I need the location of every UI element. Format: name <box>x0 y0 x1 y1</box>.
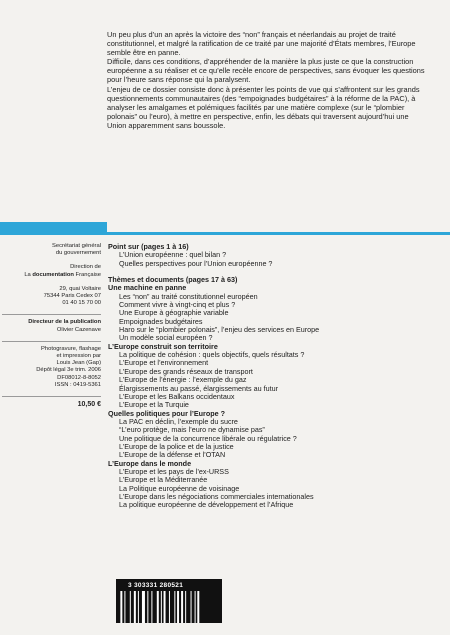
toc-item: La Politique européenne de voisinage <box>119 483 240 493</box>
sidebar-divider <box>2 396 101 397</box>
barcode-number: 3 303331 280521 <box>128 582 184 589</box>
sg-line-1: Secrétariat général <box>52 243 101 249</box>
toc-item: L’Europe et la Turquie <box>119 400 189 410</box>
sidebar-divider <box>2 314 101 315</box>
intro-paragraph-3: L’enjeu de ce dossier consiste donc à présenter les points de vue qui s’affrontent sur les grands questionnements communautaires (des “empoignades budgétaires” à la réforme de la PAC), à analyser les amalgames et polémiques facilités par une matière complexe (sur le “plombier polonais” ou l’euro), à mettre en perspective, enfin, les débats qui traversent aujourd’hui une Union apparemment sans boussole. <box>107 84 420 130</box>
director-block <box>0 319 101 333</box>
address-phone: 01 40 15 70 00 <box>62 300 101 307</box>
toc-item: L’Europe et les pays de l’ex-URSS <box>119 466 229 476</box>
colophon-sidebar <box>0 243 101 408</box>
table-of-contents <box>108 243 438 510</box>
toc-item: L’Europe de la police et de la justice <box>119 441 234 451</box>
legal-deposit: Dépôt légal 3e trim. 2006 <box>36 367 101 374</box>
toc-item: Empoignades budgétaires <box>119 316 203 326</box>
direction-line-1: Direction de <box>70 264 101 271</box>
direction-prefix: La <box>24 271 33 278</box>
toc-item: L’Europe des grands réseaux de transport <box>119 366 253 376</box>
intro-text <box>107 30 429 130</box>
toc-item: Une politique de la concurrence libérale ou régulatrice ? <box>119 433 297 443</box>
toc-item: Une Europe à géographie variable <box>119 308 229 318</box>
printer-line-2: et impression par <box>56 353 101 360</box>
printer-line-1: Photogravure, flashage <box>41 345 101 352</box>
toc-item: Élargissements au passé, élargissements au futur <box>119 383 279 393</box>
section-title-point-sur: Point sur (pages 1 à 16) <box>108 242 189 251</box>
toc-item: L’Europe et la Méditerranée <box>119 475 208 485</box>
director-title: Directeur de la publication <box>28 319 101 326</box>
toc-item: La politique de cohésion : quels objectifs, quels résultats ? <box>119 350 305 360</box>
toc-item: L’Europe de l’énergie : l’exemple du gaz <box>119 375 247 385</box>
section-title-themes: Thèmes et documents (pages 17 à 63) <box>108 275 238 285</box>
publisher-block <box>0 243 101 257</box>
subsection-title: Quelles politiques pour l’Europe ? <box>108 408 226 418</box>
printer-line-3: Louis Jean (Gap) <box>56 360 101 367</box>
sidebar-divider <box>2 341 101 342</box>
subsection-title: L’Europe construit son territoire <box>108 341 218 351</box>
toc-item: La politique européenne de développement et l’Afrique <box>119 500 294 510</box>
toc-item: Comment vivre à vingt-cinq et plus ? <box>119 300 236 310</box>
reference-code: DF08012-8-8052 <box>57 374 101 381</box>
toc-item: Un modèle social européen ? <box>119 333 213 343</box>
toc-item: Quelles perspectives pour l’Union européenne ? <box>119 258 273 268</box>
direction-bold: documentation <box>32 271 74 278</box>
subsection-title: Une machine en panne <box>108 283 187 293</box>
issn: ISSN : 0419-5361 <box>54 381 101 388</box>
intro-paragraph-1: Un peu plus d’un an après la victoire des “non” français et néerlandais au projet de traité constitutionnel, et malgré la ratification de ce traité par une majorité d’États membres, l’Europe semble être en panne. <box>107 30 416 58</box>
toc-item: L’Europe et l’environnement <box>119 358 209 368</box>
intro-paragraph-2: Difficile, dans ces conditions, d’appréhender de la manière la plus juste ce que la construction européenne a su réaliser et ce qu’elle recèle encore de perspectives, sans évoquer les questions pour l’heure sans réponse qui la paralysent. <box>107 57 425 85</box>
address-block <box>0 286 101 308</box>
address-line-1: 29, quai Voltaire <box>59 285 101 292</box>
accent-bar <box>0 232 450 235</box>
toc-item: “L’euro protège, mais l’euro ne dynamise pas” <box>119 425 265 435</box>
toc-item: Les “non” au traité constitutionnel européen <box>119 291 258 301</box>
subsection-title: L’Europe dans le monde <box>108 458 192 468</box>
toc-item: Haro sur le “plombier polonais”, l’enjeu des services en Europe <box>119 325 320 335</box>
director-name: Olivier Cazenave <box>56 326 101 333</box>
price: 10,50 € <box>77 401 101 409</box>
address-line-2: 75344 Paris Cedex 07 <box>43 293 101 300</box>
toc-item: L’Union européenne : quel bilan ? <box>119 250 227 260</box>
toc-item: L’Europe et les Balkans occidentaux <box>119 391 235 401</box>
direction-line-2 <box>0 272 101 279</box>
toc-item: La PAC en déclin, l’exemple du sucre <box>119 416 238 426</box>
direction-suffix: Française <box>73 271 101 278</box>
printer-block <box>0 346 101 389</box>
toc-item: L’Europe dans les négociations commerciales internationales <box>119 491 314 501</box>
toc-item: L’Europe de la défense et l’OTAN <box>119 450 226 460</box>
direction-block <box>0 264 101 278</box>
sg-line-2: du gouvernement <box>55 250 101 257</box>
